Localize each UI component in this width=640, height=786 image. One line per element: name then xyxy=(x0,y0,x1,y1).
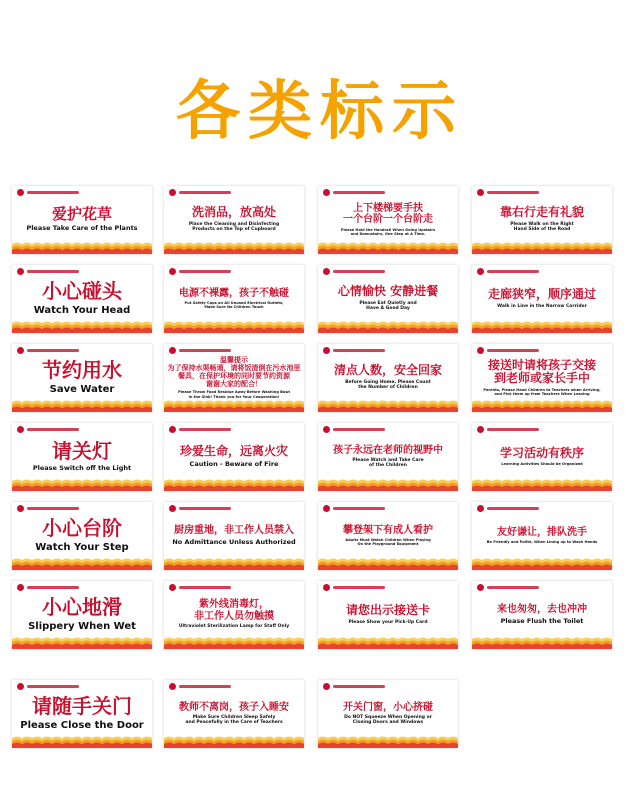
logo-mark-icon xyxy=(17,189,24,196)
logo-mark-icon xyxy=(323,426,330,433)
sign-english-text: Please Close the Door xyxy=(20,720,144,732)
sign-english-text: Watch Your Head xyxy=(33,305,131,317)
sign-chinese-text: 上下楼梯要手扶 一个台阶一个台阶走 xyxy=(343,202,433,226)
logo-mark-icon xyxy=(477,505,484,512)
sign-chinese-text: 教师不离岗，孩子入睡安 xyxy=(179,701,289,713)
sign-body xyxy=(167,435,301,478)
page-title: 各类标示 xyxy=(176,75,464,149)
sign-chinese-text: 开关门窗，小心挤碰 xyxy=(343,701,433,713)
wave-border-icon xyxy=(472,321,612,333)
sign-card xyxy=(12,502,152,570)
school-logo xyxy=(169,268,231,275)
sign-card xyxy=(164,502,304,570)
wave-border-icon xyxy=(472,479,612,491)
sign-chinese-text: 洗消品，放高处 xyxy=(191,205,276,220)
school-logo xyxy=(169,683,231,690)
logo-mark-icon xyxy=(477,584,484,591)
sign-body xyxy=(15,277,149,320)
logo-text-icon xyxy=(333,270,385,273)
sign-card xyxy=(12,581,152,649)
logo-mark-icon xyxy=(477,347,484,354)
wave-border-icon xyxy=(164,637,304,649)
sign-body xyxy=(321,356,455,399)
sign-chinese-text: 来也匆匆，去也冲冲 xyxy=(497,604,587,616)
sign-english-text: Do NOT Squeeze When Opening or Closing Doors and Windows xyxy=(344,715,432,726)
logo-mark-icon xyxy=(323,347,330,354)
sign-body xyxy=(321,514,455,557)
sign-chinese-text: 心情愉快 安静进餐 xyxy=(337,284,439,299)
wave-border-icon xyxy=(318,242,458,254)
school-logo xyxy=(323,347,385,354)
logo-text-icon xyxy=(179,685,231,688)
logo-text-icon xyxy=(27,191,79,194)
sign-card xyxy=(164,423,304,491)
logo-text-icon xyxy=(333,685,385,688)
logo-mark-icon xyxy=(17,347,24,354)
logo-text-icon xyxy=(179,270,231,273)
school-logo xyxy=(169,505,231,512)
sign-chinese-text: 厨房重地，非工作人员禁入 xyxy=(174,525,294,537)
logo-mark-icon xyxy=(323,189,330,196)
sign-chinese-text: 珍爱生命，远离火灾 xyxy=(179,443,288,458)
sign-english-text: Place the Cleaning and Disinfecting Products on the Top of Cupboard xyxy=(188,222,280,233)
sign-body xyxy=(15,356,149,399)
sign-chinese-text: 请关灯 xyxy=(52,439,112,464)
sign-card xyxy=(472,186,612,254)
wave-border-icon xyxy=(318,479,458,491)
sign-body xyxy=(15,435,149,478)
sign-english-text: Watch Your Step xyxy=(35,542,129,554)
sign-english-text: Please Hold the Handrail When Going Upstairs and Downstairs, One Step at A Time. xyxy=(340,227,436,236)
sign-body xyxy=(321,692,455,735)
logo-text-icon xyxy=(27,685,79,688)
school-logo xyxy=(323,683,385,690)
sign-body xyxy=(321,593,455,636)
wave-border-icon xyxy=(472,242,612,254)
school-logo xyxy=(17,426,79,433)
logo-mark-icon xyxy=(323,683,330,690)
sign-chinese-text: 友好谦让，排队洗手 xyxy=(497,526,587,538)
sign-english-text: Put Safety Caps on All Unused Electrical Outlets, Make Sure No Children Touch xyxy=(184,301,284,310)
logo-text-icon xyxy=(27,349,79,352)
sign-card xyxy=(318,186,458,254)
wave-border-icon xyxy=(12,242,152,254)
logo-text-icon xyxy=(487,428,539,431)
wave-border-icon xyxy=(472,637,612,649)
sign-body xyxy=(167,514,301,557)
sign-chinese-text: 爱护花草 xyxy=(51,205,112,224)
sign-body xyxy=(15,593,149,636)
school-logo xyxy=(169,189,231,196)
logo-mark-icon xyxy=(169,505,176,512)
school-logo xyxy=(477,505,539,512)
logo-mark-icon xyxy=(17,584,24,591)
sign-english-text: Ultraviolet Sterilization Lamp for Staff Only xyxy=(178,624,290,630)
sign-english-text: Please Flush the Toilet xyxy=(500,616,584,625)
logo-text-icon xyxy=(179,586,231,589)
sign-body xyxy=(475,514,609,557)
logo-text-icon xyxy=(333,507,385,510)
sign-english-text: Learning Activities Should be Organized xyxy=(501,462,583,467)
logo-text-icon xyxy=(333,191,385,194)
wave-border-icon xyxy=(12,637,152,649)
sign-card xyxy=(12,680,152,748)
school-logo xyxy=(323,268,385,275)
sign-card xyxy=(12,186,152,254)
sign-chinese-text: 紫外线消毒灯， 非工作人员勿触摸 xyxy=(194,599,274,622)
sign-chinese-text: 电源不裸露，孩子不触碰 xyxy=(179,287,289,299)
logo-text-icon xyxy=(487,270,539,273)
logo-mark-icon xyxy=(477,426,484,433)
wave-border-icon xyxy=(12,321,152,333)
sign-chinese-text: 清点人数，安全回家 xyxy=(333,363,442,378)
sign-english-text: Save Water xyxy=(49,384,115,396)
logo-text-icon xyxy=(27,586,79,589)
school-logo xyxy=(169,584,231,591)
sign-card xyxy=(12,344,152,412)
logo-mark-icon xyxy=(169,426,176,433)
sign-english-text: Slippery When Wet xyxy=(28,621,136,633)
sign-chinese-text: 节约用水 xyxy=(42,358,122,383)
sign-body xyxy=(167,356,301,399)
logo-text-icon xyxy=(27,428,79,431)
sign-body xyxy=(475,593,609,636)
school-logo xyxy=(17,683,79,690)
logo-mark-icon xyxy=(323,268,330,275)
logo-text-icon xyxy=(179,428,231,431)
sign-card xyxy=(164,680,304,748)
wave-border-icon xyxy=(164,321,304,333)
sign-english-text: Parents, Please Hand Children to Teachers when Arriving, and Pick them up from Teachers When Leaving xyxy=(483,388,601,397)
sign-body xyxy=(321,277,455,320)
logo-mark-icon xyxy=(323,505,330,512)
sign-chinese-text: 靠右行走有礼貌 xyxy=(499,205,584,220)
school-logo xyxy=(17,584,79,591)
sign-body xyxy=(321,198,455,241)
logo-text-icon xyxy=(487,507,539,510)
sign-card xyxy=(318,581,458,649)
logo-mark-icon xyxy=(169,584,176,591)
sign-card xyxy=(472,581,612,649)
sign-body xyxy=(475,356,609,399)
school-logo xyxy=(323,189,385,196)
sign-card xyxy=(318,680,458,748)
sign-english-text: Walk in Line in the Narrow Corridor xyxy=(497,303,587,309)
sign-english-text: Please Throw Food Residue Away Before Washing Bowl in the Sink! Thank you for Your Cooperation! xyxy=(178,390,290,399)
logo-text-icon xyxy=(179,507,231,510)
sign-card xyxy=(164,344,304,412)
wave-border-icon xyxy=(164,558,304,570)
sign-chinese-text: 请随手关门 xyxy=(32,694,132,719)
wave-border-icon xyxy=(164,479,304,491)
sign-english-text: Please Show your Pick-Up Card xyxy=(348,619,428,625)
wave-border-icon xyxy=(318,321,458,333)
wave-border-icon xyxy=(12,400,152,412)
logo-mark-icon xyxy=(17,505,24,512)
sign-english-text: No Admittance Unless Authorized xyxy=(172,537,296,546)
school-logo xyxy=(323,584,385,591)
logo-text-icon xyxy=(333,586,385,589)
logo-mark-icon xyxy=(169,268,176,275)
sign-chinese-text: 接送时请将孩子交接 到老师或家长手中 xyxy=(487,357,596,386)
logo-text-icon xyxy=(333,349,385,352)
school-logo xyxy=(17,505,79,512)
sign-body xyxy=(167,593,301,636)
sign-body xyxy=(167,277,301,320)
logo-mark-icon xyxy=(169,683,176,690)
sign-english-text: Please Eat Quietly and Have A Good Day xyxy=(359,301,417,312)
sign-body xyxy=(321,435,455,478)
sign-card xyxy=(318,423,458,491)
school-logo xyxy=(477,268,539,275)
sign-english-text: Please Walk on the Right Hand Side of the Road xyxy=(510,222,574,233)
sign-chinese-text: 攀登架下有成人看护 xyxy=(343,524,433,536)
sign-body xyxy=(475,277,609,320)
sign-chinese-text: 走廊狭窄，顺序通过 xyxy=(487,287,596,302)
logo-text-icon xyxy=(487,586,539,589)
logo-mark-icon xyxy=(477,189,484,196)
sign-chinese-text: 小心碰头 xyxy=(42,279,122,304)
wave-border-icon xyxy=(164,242,304,254)
logo-mark-icon xyxy=(323,584,330,591)
sign-card xyxy=(318,265,458,333)
sign-card xyxy=(472,265,612,333)
logo-text-icon xyxy=(179,349,231,352)
sign-chinese-text: 学习活动有秩序 xyxy=(499,445,584,460)
school-logo xyxy=(477,426,539,433)
sign-card xyxy=(472,344,612,412)
school-logo xyxy=(323,426,385,433)
sign-english-text: Be Friendly and Polite, When Lining up to Wash Hands xyxy=(486,540,598,545)
sign-card xyxy=(318,502,458,570)
sign-card xyxy=(472,423,612,491)
wave-border-icon xyxy=(318,558,458,570)
sign-english-text: Please Take Care of the Plants xyxy=(26,224,138,233)
school-logo xyxy=(169,426,231,433)
wave-border-icon xyxy=(12,479,152,491)
sign-english-text: Please Switch off the Light xyxy=(32,464,132,473)
sign-chinese-text: 小心台阶 xyxy=(42,516,122,541)
logo-text-icon xyxy=(27,270,79,273)
sign-body xyxy=(15,692,149,735)
sign-body xyxy=(475,198,609,241)
school-logo xyxy=(169,347,231,354)
sign-card xyxy=(164,186,304,254)
logo-text-icon xyxy=(27,507,79,510)
school-logo xyxy=(17,268,79,275)
sign-body xyxy=(15,514,149,557)
school-logo xyxy=(477,347,539,354)
wave-border-icon xyxy=(12,736,152,748)
school-logo xyxy=(477,189,539,196)
sign-english-text: Adults Must Watch Children When Playing On the Playground Equipment xyxy=(345,538,431,547)
sign-card xyxy=(164,581,304,649)
sign-card xyxy=(164,265,304,333)
sign-english-text: Caution - Beware of Fire xyxy=(189,459,279,468)
logo-text-icon xyxy=(487,349,539,352)
wave-border-icon xyxy=(318,637,458,649)
wave-border-icon xyxy=(318,736,458,748)
sign-body xyxy=(475,435,609,478)
school-logo xyxy=(477,584,539,591)
sign-card xyxy=(472,502,612,570)
logo-text-icon xyxy=(333,428,385,431)
logo-text-icon xyxy=(179,191,231,194)
sign-chinese-text: 温馨提示 为了保持水渠畅通，请将饭渣倒在污水池里 餐具，在保护环境的同时要节约资源 谢谢大家的配合！ xyxy=(167,356,301,389)
sign-chinese-text: 孩子永远在老师的视野中 xyxy=(333,444,443,456)
sign-card xyxy=(318,344,458,412)
sign-body xyxy=(15,198,149,241)
logo-mark-icon xyxy=(169,347,176,354)
school-logo xyxy=(323,505,385,512)
school-logo xyxy=(17,347,79,354)
sign-english-text: Please Watch and Take Care of the Children xyxy=(352,458,424,469)
sign-english-text: Before Going Home, Please Count the Number of Children xyxy=(345,380,431,391)
wave-border-icon xyxy=(472,558,612,570)
logo-mark-icon xyxy=(477,268,484,275)
school-logo xyxy=(17,189,79,196)
wave-border-icon xyxy=(164,400,304,412)
sign-chinese-text: 小心地滑 xyxy=(42,595,122,620)
sign-card xyxy=(12,423,152,491)
sign-english-text: Make Sure Children Sleep Safely and Peacefully in the Care of Teachers xyxy=(185,715,283,726)
sign-body xyxy=(167,198,301,241)
wave-border-icon xyxy=(164,736,304,748)
wave-border-icon xyxy=(12,558,152,570)
logo-text-icon xyxy=(487,191,539,194)
logo-mark-icon xyxy=(17,268,24,275)
sign-card xyxy=(12,265,152,333)
logo-mark-icon xyxy=(17,426,24,433)
logo-mark-icon xyxy=(169,189,176,196)
sign-chinese-text: 请您出示接送卡 xyxy=(345,603,430,618)
wave-border-icon xyxy=(318,400,458,412)
logo-mark-icon xyxy=(17,683,24,690)
wave-border-icon xyxy=(472,400,612,412)
sign-body xyxy=(167,692,301,735)
